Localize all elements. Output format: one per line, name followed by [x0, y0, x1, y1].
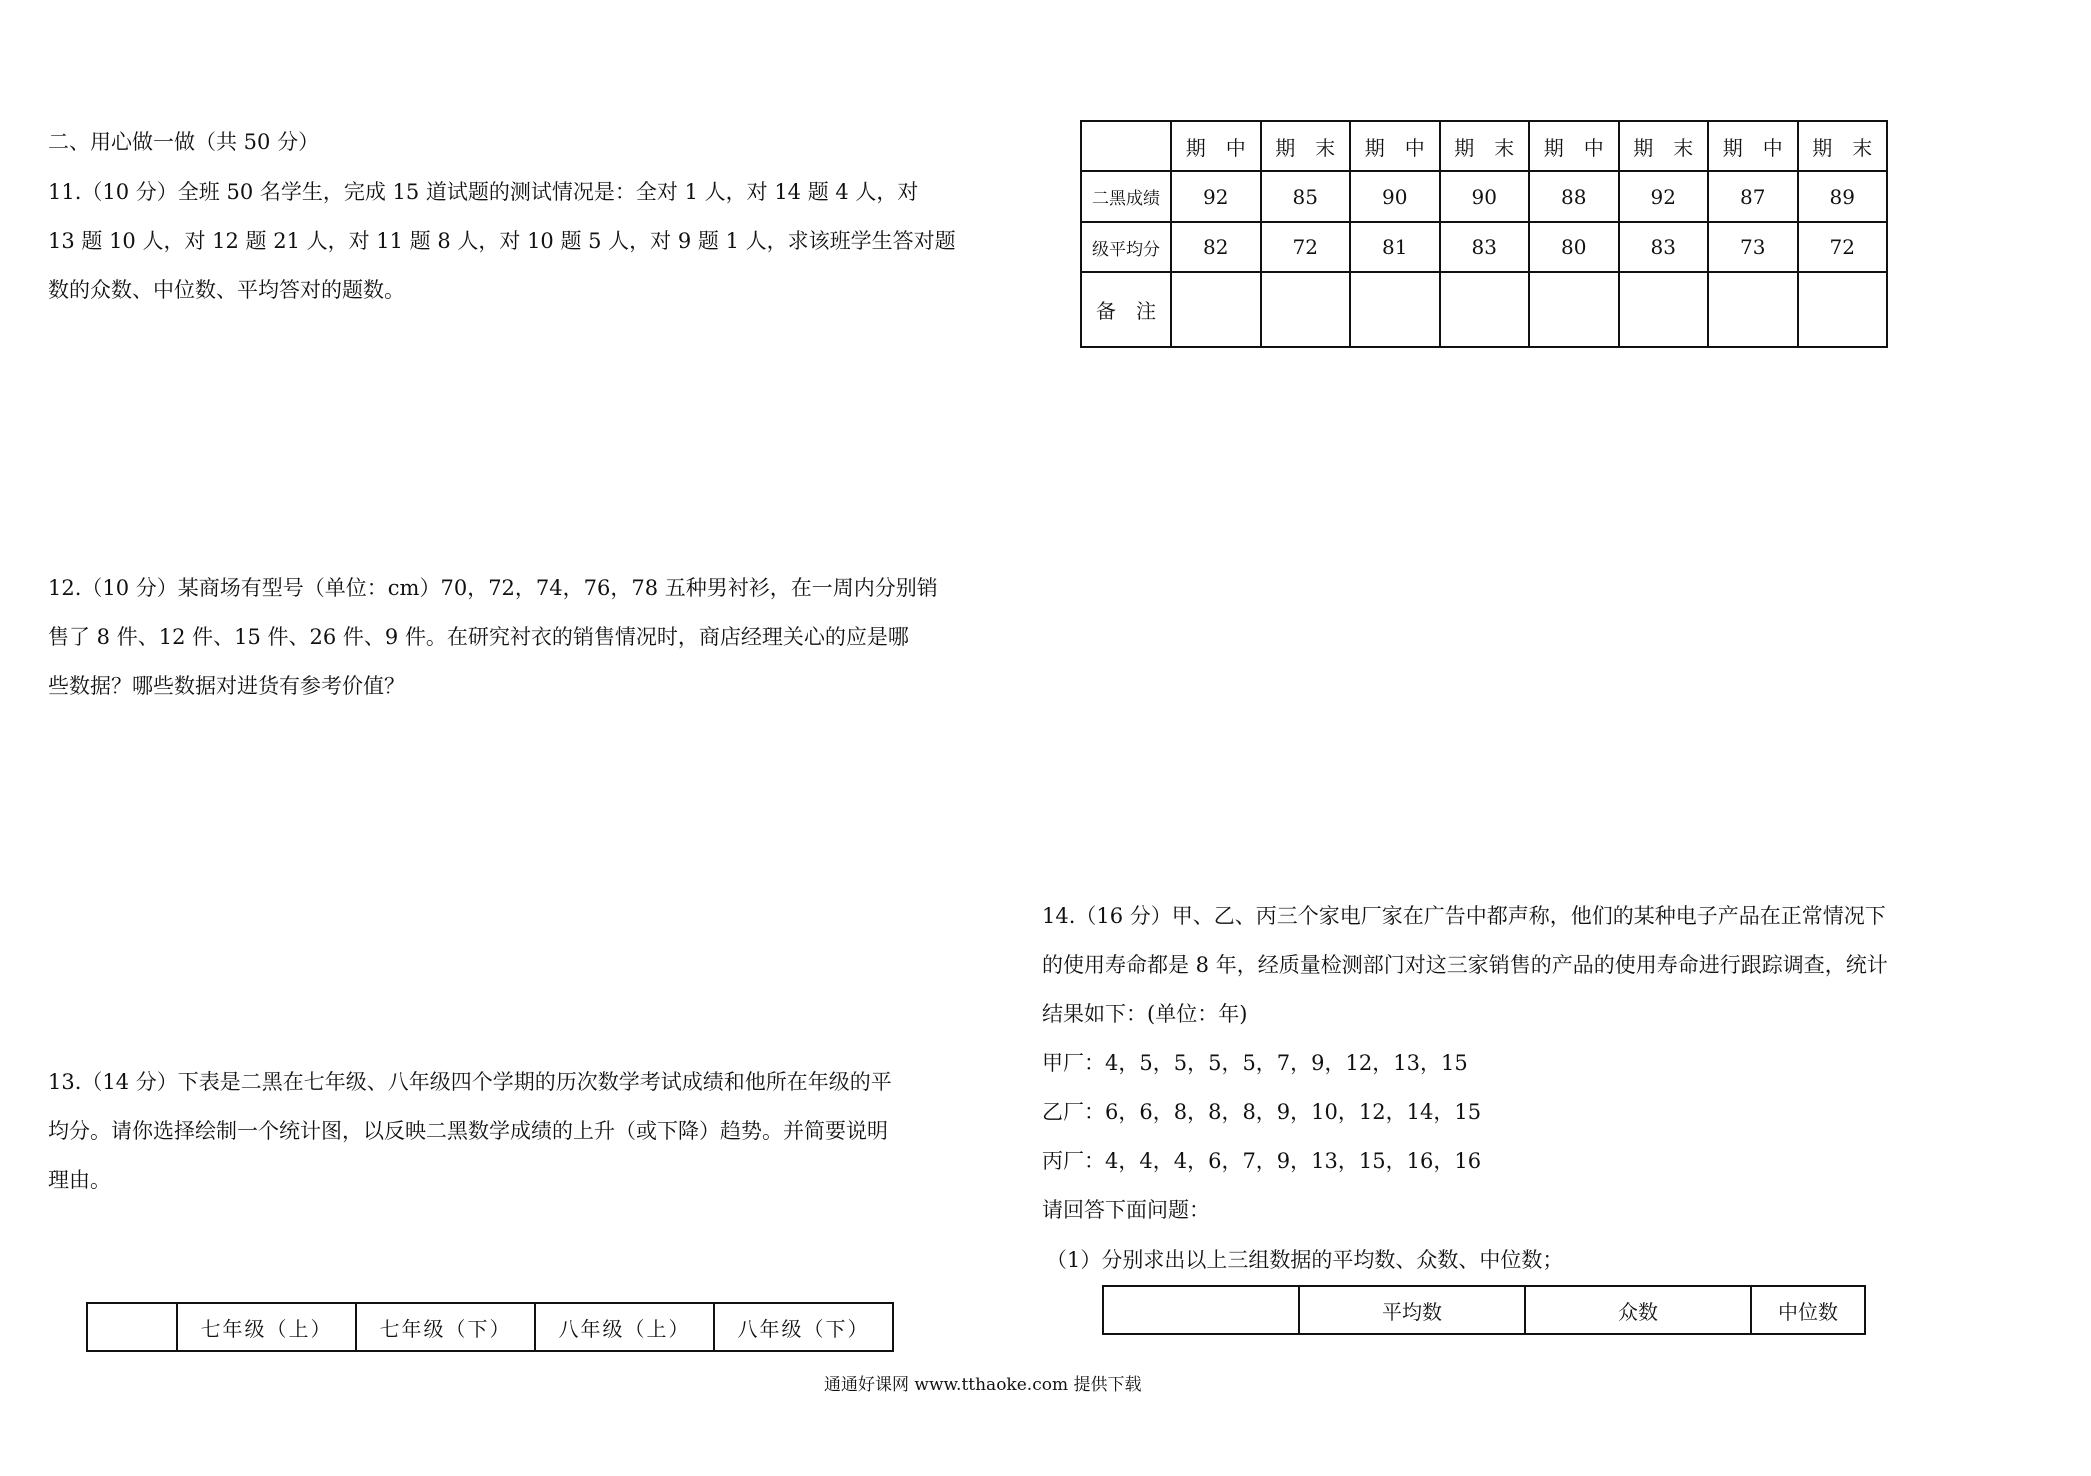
- score-header-cell: 期 末: [1798, 121, 1888, 171]
- score-cell: 83: [1619, 222, 1709, 272]
- q14-line-1: 14.（16 分）甲、乙、丙三个家电厂家在广告中都声称，他们的某种电子产品在正常情况下: [1042, 904, 1886, 928]
- score-row-erhei: [1081, 171, 1887, 221]
- q13-line-2: 均分。请你选择绘制一个统计图，以反映二黑数学成绩的上升（或下降）趋势。并简要说明: [48, 1119, 888, 1143]
- score-cell: 87: [1708, 171, 1798, 221]
- score-header-blank: [1081, 121, 1171, 171]
- score-cell: 88: [1529, 171, 1619, 221]
- score-cell: 73: [1708, 222, 1798, 272]
- note-cell: [1619, 272, 1709, 347]
- score-cell: 92: [1619, 171, 1709, 221]
- score-header-row: [1081, 121, 1887, 171]
- score-cell: 72: [1798, 222, 1888, 272]
- stats-header-median: 中位数: [1751, 1286, 1865, 1334]
- note-cell: [1798, 272, 1888, 347]
- score-cell: 90: [1350, 171, 1440, 221]
- section-title: 二、用心做一做（共 50 分）: [48, 130, 320, 154]
- note-cell: [1261, 272, 1351, 347]
- row-label: 备 注: [1081, 272, 1171, 347]
- score-cell: 90: [1440, 171, 1530, 221]
- stats-header-row: [1103, 1286, 1865, 1334]
- q12-line-1: 12.（10 分）某商场有型号（单位：cm）70，72，74，76，78 五种男衬衫，在一周内分别销: [48, 576, 938, 600]
- score-row-notes: [1081, 272, 1887, 347]
- score-row-grade-avg: [1081, 222, 1887, 272]
- semester-header-g8-first: 八年级（上）: [535, 1303, 714, 1351]
- note-cell: [1708, 272, 1798, 347]
- score-cell: 80: [1529, 222, 1619, 272]
- score-cell: 83: [1440, 222, 1530, 272]
- q12-line-3: 些数据？哪些数据对进货有参考价值？: [48, 674, 405, 698]
- q14-prompt: 请回答下面问题：: [1042, 1198, 1210, 1222]
- semester-header-g7-first: 七年级（上）: [177, 1303, 356, 1351]
- stats-header-blank: [1103, 1286, 1299, 1334]
- stats-table: [1102, 1285, 1866, 1335]
- score-header-cell: 期 中: [1529, 121, 1619, 171]
- q14-data-factory-a: 甲厂：4，5，5，5，5，7，9，12，13，15: [1042, 1051, 1468, 1075]
- score-cell: 72: [1261, 222, 1351, 272]
- score-cell: 81: [1350, 222, 1440, 272]
- note-cell: [1350, 272, 1440, 347]
- score-cell: 92: [1171, 171, 1261, 221]
- q14-data-factory-b: 乙厂：6，6，8，8，8，9，10，12，14，15: [1042, 1100, 1482, 1124]
- score-cell: 82: [1171, 222, 1261, 272]
- score-cell: 85: [1261, 171, 1351, 221]
- q13-line-3: 理由。: [48, 1168, 111, 1192]
- semester-header-g7-second: 七年级（下）: [356, 1303, 535, 1351]
- semester-header-row: [87, 1303, 893, 1351]
- semester-header-g8-second: 八年级（下）: [714, 1303, 893, 1351]
- score-cell: 89: [1798, 171, 1888, 221]
- score-header-cell: 期 末: [1261, 121, 1351, 171]
- score-header-cell: 期 中: [1708, 121, 1798, 171]
- q13-line-1: 13.（14 分）下表是二黑在七年级、八年级四个学期的历次数学考试成绩和他所在年级的平: [48, 1070, 892, 1094]
- q11-line-2: 13 题 10 人，对 12 题 21 人，对 11 题 8 人，对 10 题 5 人，对 9 题 1 人，求该班学生答对题: [48, 229, 956, 253]
- q14-data-factory-c: 丙厂：4，4，4，6，7，9，13，15，16，16: [1042, 1149, 1482, 1173]
- q14-line-3: 结果如下：(单位：年): [1042, 1002, 1248, 1026]
- q11-line-1: 11.（10 分）全班 50 名学生，完成 15 道试题的测试情况是：全对 1 人，对 14 题 4 人，对: [48, 180, 919, 204]
- q12-line-2: 售了 8 件、12 件、15 件、26 件、9 件。在研究衬衣的销售情况时，商店经理关心的应是哪: [48, 625, 909, 649]
- note-cell: [1529, 272, 1619, 347]
- stats-header-mean: 平均数: [1299, 1286, 1525, 1334]
- q14-sub-question-1: （1）分别求出以上三组数据的平均数、众数、中位数；: [1046, 1248, 1564, 1272]
- note-cell: [1440, 272, 1530, 347]
- row-label: 二黑成绩: [1081, 171, 1171, 221]
- score-header-cell: 期 中: [1171, 121, 1261, 171]
- semester-header-blank: [87, 1303, 177, 1351]
- note-cell: [1171, 272, 1261, 347]
- score-table: [1080, 120, 1888, 348]
- score-header-cell: 期 中: [1350, 121, 1440, 171]
- score-header-cell: 期 末: [1619, 121, 1709, 171]
- q14-line-2: 的使用寿命都是 8 年，经质量检测部门对这三家销售的产品的使用寿命进行跟踪调查，统计: [1042, 953, 1888, 977]
- semester-table: [86, 1302, 894, 1352]
- score-header-cell: 期 末: [1440, 121, 1530, 171]
- q11-line-3: 数的众数、中位数、平均答对的题数。: [48, 278, 405, 302]
- stats-header-mode: 众数: [1525, 1286, 1751, 1334]
- row-label: 级平均分: [1081, 222, 1171, 272]
- footer: 通通好课网 www.tthaoke.com 提供下载: [824, 1375, 1142, 1395]
